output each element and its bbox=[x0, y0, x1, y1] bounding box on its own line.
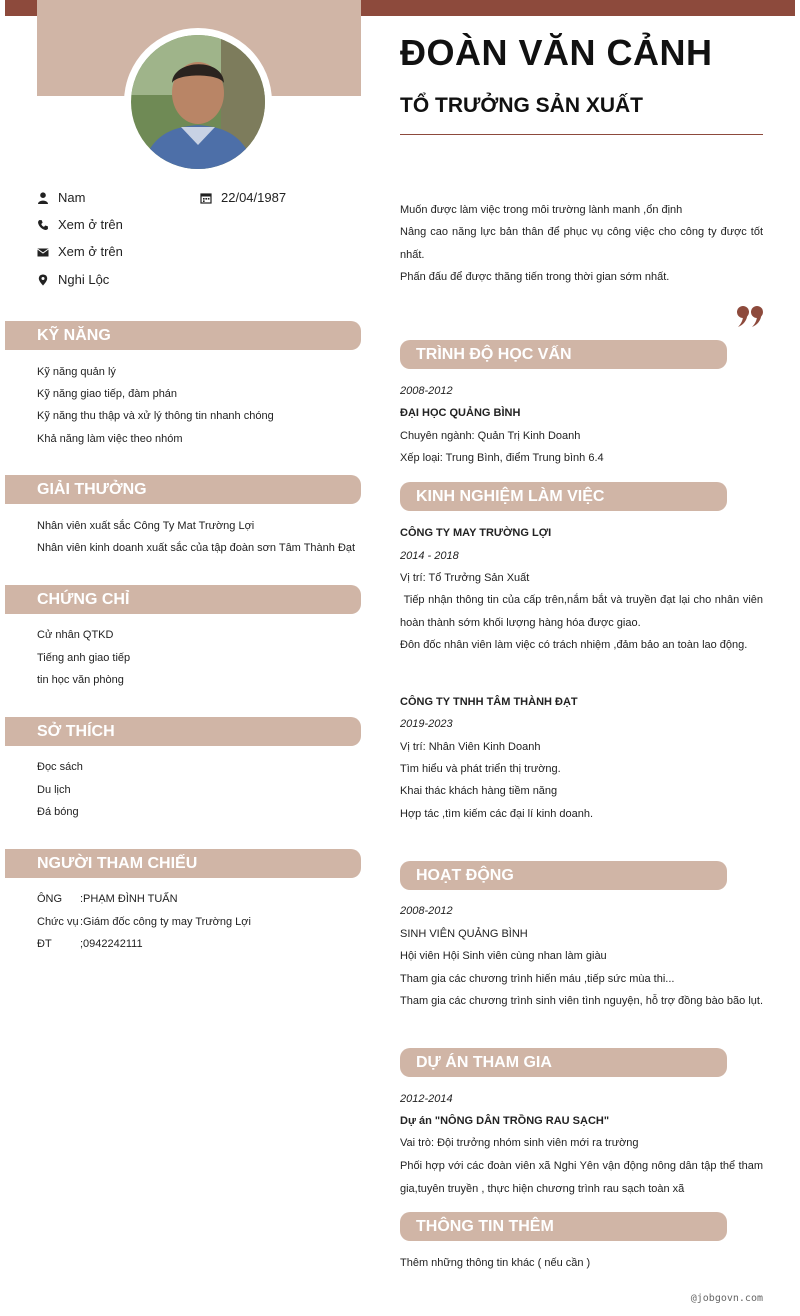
job-company: CÔNG TY TNHH TÂM THÀNH ĐẠT bbox=[400, 696, 578, 708]
email-row bbox=[37, 244, 123, 259]
activity-org: SINH VIÊN QUẢNG BÌNH bbox=[400, 928, 528, 940]
activity-period: 2008-2012 bbox=[400, 905, 453, 917]
activity-item: Tham gia các chương trình sinh viên tình nguyện, hỗ trợ đồng bào bão lụt. bbox=[400, 995, 764, 1007]
birthdate-row bbox=[200, 190, 286, 205]
candidate-name: ĐOÀN VĂN CẢNH bbox=[400, 32, 713, 73]
section-heading-extra: THÔNG TIN THÊM bbox=[400, 1212, 727, 1241]
reference-label: ĐT bbox=[37, 938, 52, 950]
award-item: Nhân viên xuất sắc Công Ty Mat Trường Lợi bbox=[37, 520, 255, 532]
calendar-icon bbox=[200, 192, 212, 204]
job-description: Đôn đốc nhân viên làm việc có trách nhiệm ,đảm bảo an toàn lao động. bbox=[400, 639, 748, 651]
reference-value: :PHẠM ĐÌNH TUẤN bbox=[80, 893, 178, 905]
job-period: 2014 - 2018 bbox=[400, 550, 459, 562]
reference-label: ÔNG bbox=[37, 893, 63, 905]
skill-item: Kỹ năng giao tiếp, đàm phán bbox=[37, 388, 178, 400]
certificate-item: Cử nhân QTKD bbox=[37, 629, 114, 641]
phone-row bbox=[37, 217, 123, 232]
objective-line: Phấn đấu để được thăng tiến trong thời gian sớm nhất. bbox=[400, 271, 670, 283]
certificate-item: tin học văn phòng bbox=[37, 674, 124, 686]
section-heading-activities: HOẠT ĐỘNG bbox=[400, 861, 727, 890]
avatar bbox=[124, 28, 272, 176]
award-item: Nhân viên kinh doanh xuất sắc của tập đoàn sơn Tâm Thành Đạt bbox=[37, 542, 356, 554]
project-name: Dự án "NÔNG DÂN TRỒNG RAU SẠCH" bbox=[400, 1115, 610, 1127]
phone-icon bbox=[37, 219, 49, 231]
section-heading-awards: GIẢI THƯỞNG bbox=[5, 475, 361, 504]
gender-row bbox=[37, 190, 85, 205]
hobby-item: Du lịch bbox=[37, 784, 71, 796]
phone-text: Xem ở trên bbox=[58, 217, 123, 232]
gender-text: Nam bbox=[58, 190, 86, 205]
project-period: 2012-2014 bbox=[400, 1093, 453, 1105]
profile-photo bbox=[131, 35, 265, 169]
education-major: Chuyên ngành: Quản Trị Kinh Doanh bbox=[400, 430, 581, 442]
reference-value: ;0942242111 bbox=[80, 938, 143, 950]
section-heading-references: NGƯỜI THAM CHIẾU bbox=[5, 849, 361, 878]
education-school: ĐẠI HỌC QUẢNG BÌNH bbox=[400, 407, 521, 419]
section-heading-projects: DỰ ÁN THAM GIA bbox=[400, 1048, 727, 1077]
section-heading-hobbies: SỞ THÍCH bbox=[5, 717, 361, 746]
reference-value: :Giám đốc công ty may Trường Lợi bbox=[80, 916, 251, 928]
job-title: TỔ TRƯỞNG SẢN XUẤT bbox=[400, 94, 643, 117]
extra-text: Thêm những thông tin khác ( nếu cần ) bbox=[400, 1257, 591, 1269]
activity-item: Tham gia các chương trình hiến máu ,tiếp sức mùa thi... bbox=[400, 973, 675, 985]
activity-item: Hội viên Hội Sinh viên cùng nhan làm giàu bbox=[400, 950, 607, 962]
project-role: Vai trò: Đội trưởng nhóm sinh viên mới ra trường bbox=[400, 1137, 639, 1149]
address-row bbox=[37, 272, 109, 287]
section-heading-certificates: CHỨNG CHỈ bbox=[5, 585, 361, 614]
objective-line: Nâng cao năng lực bản thân để phục vụ công việc cho công ty được tốt nhất. bbox=[400, 226, 763, 261]
skill-item: Khả năng làm việc theo nhóm bbox=[37, 433, 183, 445]
job-position: Vị trí: Nhân Viên Kinh Doanh bbox=[400, 741, 541, 753]
person-icon bbox=[37, 192, 49, 204]
job-description: Hợp tác ,tìm kiếm các đại lí kinh doanh. bbox=[400, 808, 594, 820]
certificate-item: Tiếng anh giao tiếp bbox=[37, 652, 131, 664]
job-description: Khai thác khách hàng tiềm năng bbox=[400, 785, 558, 797]
quote-icon bbox=[736, 304, 764, 330]
section-heading-education: TRÌNH ĐỘ HỌC VẤN bbox=[400, 340, 727, 369]
email-text: Xem ở trên bbox=[58, 244, 123, 259]
job-description: Tìm hiểu và phát triển thị trường. bbox=[400, 763, 561, 775]
hobby-item: Đọc sách bbox=[37, 761, 83, 773]
section-heading-skills: KỸ NĂNG bbox=[5, 321, 361, 350]
reference-label: Chức vụ bbox=[37, 916, 79, 928]
birthdate-text: 22/04/1987 bbox=[221, 190, 287, 205]
job-description: Tiếp nhận thông tin của cấp trên,nắm bắt và truyền đạt lại cho nhân viên hoàn thành sớm khối lượng hàng hóa được giao. bbox=[400, 594, 767, 629]
education-period: 2008-2012 bbox=[400, 385, 453, 397]
project-description: Phối hợp với các đoàn viên xã Nghi Yên vận động nông dân tập thể tham gia,tuyên truyền , thực hiện chương trình rau sạch toàn xã bbox=[400, 1160, 763, 1195]
skill-item: Kỹ năng thu thập và xử lý thông tin nhanh chóng bbox=[37, 410, 274, 422]
title-divider bbox=[400, 134, 763, 135]
education-grade: Xếp loại: Trung Bình, điểm Trung bình 6.4 bbox=[400, 452, 604, 464]
section-heading-experience: KINH NGHIỆM LÀM VIỆC bbox=[400, 482, 727, 511]
job-position: Vị trí: Tổ Trưởng Sản Xuất bbox=[400, 572, 530, 584]
objective-line: Muốn được làm việc trong môi trường lành manh ,ổn định bbox=[400, 204, 683, 216]
footer-watermark: @jobgovn.com bbox=[690, 1293, 763, 1304]
envelope-icon bbox=[37, 246, 49, 258]
skill-item: Kỹ năng quản lý bbox=[37, 366, 116, 378]
job-period: 2019-2023 bbox=[400, 718, 453, 730]
job-company: CÔNG TY MAY TRƯỜNG LỢI bbox=[400, 527, 552, 539]
map-pin-icon bbox=[37, 274, 49, 286]
address-text: Nghi Lộc bbox=[58, 272, 110, 287]
hobby-item: Đá bóng bbox=[37, 806, 79, 818]
